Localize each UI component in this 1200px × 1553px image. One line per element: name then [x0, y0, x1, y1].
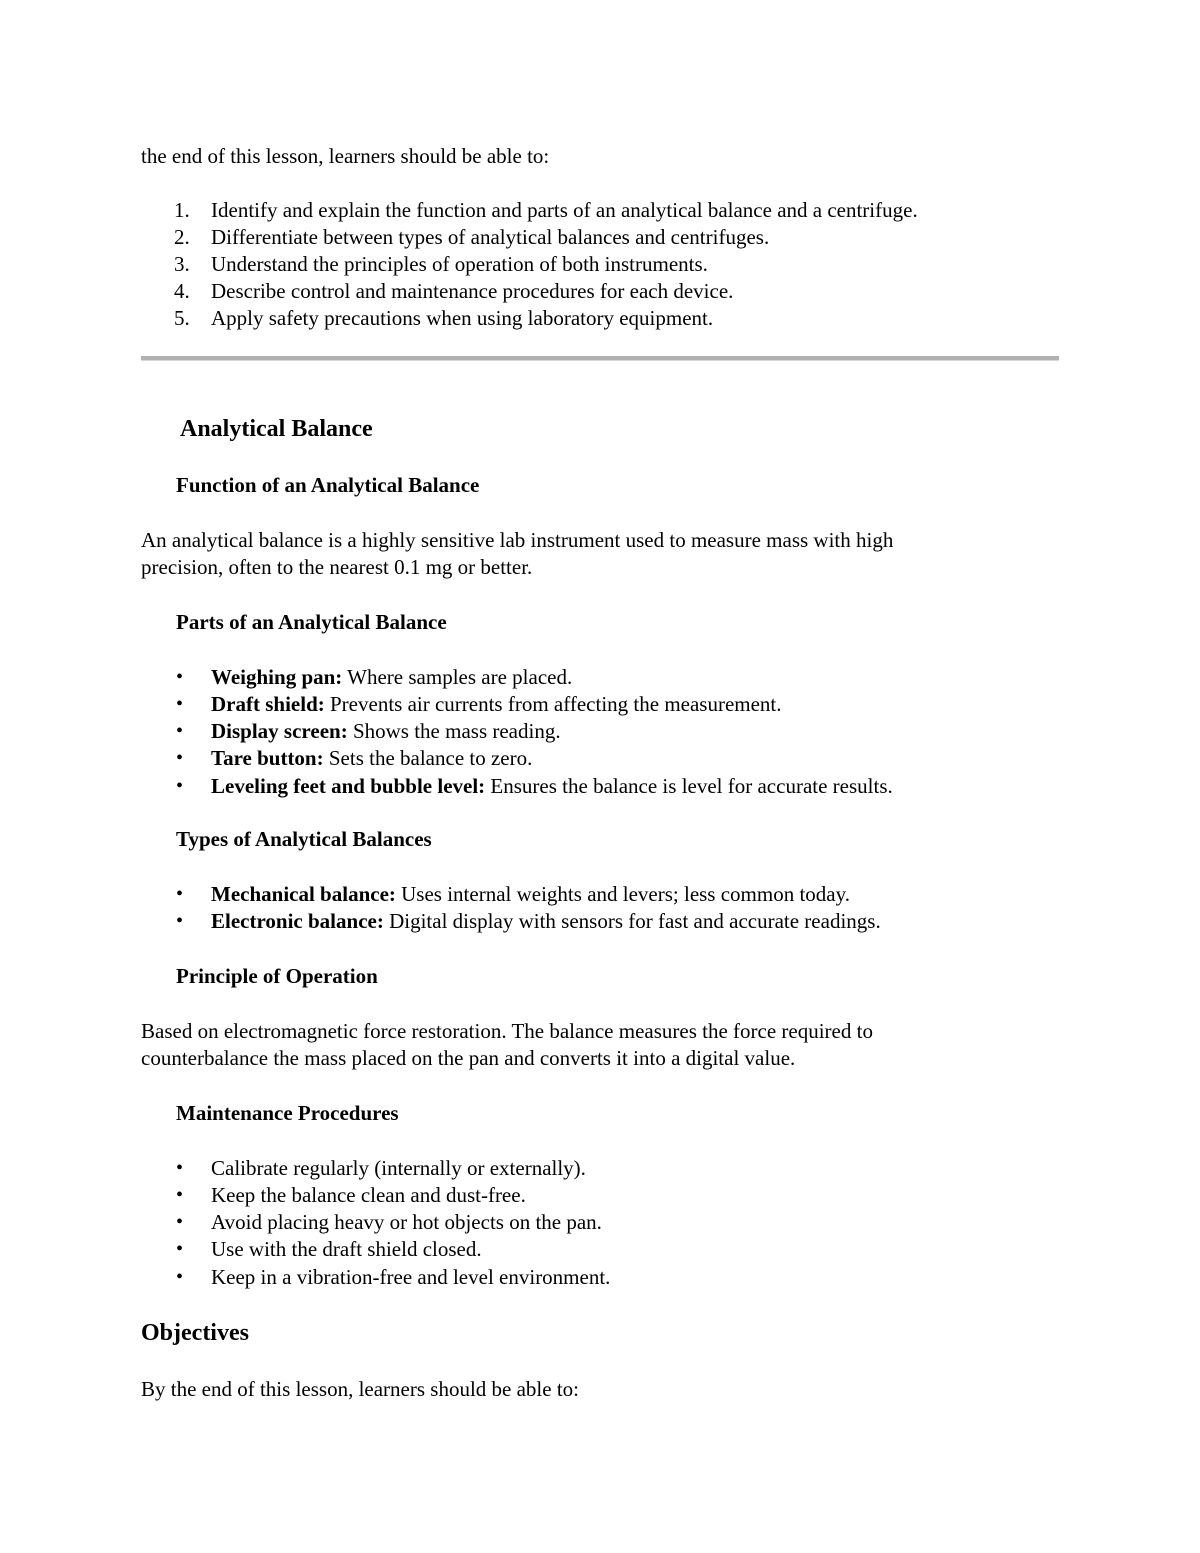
- list-number: 3.: [174, 252, 190, 276]
- list-number: 2.: [174, 225, 190, 249]
- item-term: Weighing pan:: [211, 665, 343, 689]
- item-term: Mechanical balance:: [211, 882, 396, 906]
- bullet-icon: •: [176, 1211, 184, 1233]
- bullet-icon: •: [176, 883, 184, 905]
- function-text-line: precision, often to the nearest 0.1 mg or better.: [141, 555, 533, 579]
- item-desc: Uses internal weights and levers; less common today.: [395, 882, 851, 906]
- intro-text: the end of this lesson, learners should be able to:: [141, 144, 550, 168]
- maintenance-list-item: Keep the balance clean and dust-free.: [211, 1183, 526, 1207]
- item-term: Display screen:: [211, 719, 348, 743]
- maintenance-list-item: Avoid placing heavy or hot objects on the pan.: [211, 1210, 602, 1234]
- list-number: 4.: [174, 279, 190, 303]
- bullet-icon: •: [176, 910, 184, 932]
- parts-list-item: [211, 718, 561, 745]
- types-list-item: [211, 908, 881, 935]
- objective-item: Differentiate between types of analytical balances and centrifuges.: [211, 225, 770, 249]
- parts-list-item: [211, 664, 572, 691]
- list-number: 1.: [174, 198, 190, 222]
- objectives-heading: Objectives: [141, 1320, 249, 1346]
- maintenance-list-item: Keep in a vibration-free and level environment.: [211, 1265, 611, 1289]
- bullet-icon: •: [176, 775, 184, 797]
- maintenance-list-item: Calibrate regularly (internally or externally).: [211, 1156, 586, 1180]
- item-desc: Prevents air currents from affecting the measurement.: [324, 692, 782, 716]
- bullet-icon: •: [176, 693, 184, 715]
- principle-heading: Principle of Operation: [176, 964, 378, 988]
- objective-item: Describe control and maintenance procedures for each device.: [211, 279, 734, 303]
- item-desc: Shows the mass reading.: [347, 719, 561, 743]
- types-heading: Types of Analytical Balances: [176, 827, 432, 851]
- bullet-icon: •: [176, 720, 184, 742]
- objective-item: Understand the principles of operation of both instruments.: [211, 252, 708, 276]
- function-heading: Function of an Analytical Balance: [176, 473, 480, 497]
- parts-list-item: [211, 691, 782, 718]
- objective-item: Apply safety precautions when using laboratory equipment.: [211, 306, 714, 330]
- bullet-icon: •: [176, 1184, 184, 1206]
- item-desc: Ensures the balance is level for accurate results.: [485, 774, 893, 798]
- item-desc: Digital display with sensors for fast and accurate readings.: [383, 909, 881, 933]
- bullet-icon: •: [176, 747, 184, 769]
- principle-text-line: counterbalance the mass placed on the pan and converts it into a digital value.: [141, 1046, 796, 1070]
- objective-item: Identify and explain the function and parts of an analytical balance and a centrifuge.: [211, 198, 918, 222]
- item-desc: Where samples are placed.: [342, 665, 573, 689]
- bullet-icon: •: [176, 1157, 184, 1179]
- item-term: Electronic balance:: [211, 909, 384, 933]
- maintenance-list-item: Use with the draft shield closed.: [211, 1237, 482, 1261]
- item-term: Leveling feet and bubble level:: [211, 774, 486, 798]
- function-text-line: An analytical balance is a highly sensitive lab instrument used to measure mass with high: [141, 528, 894, 552]
- parts-list-item: [211, 773, 893, 800]
- section-title: Analytical Balance: [180, 416, 373, 442]
- horizontal-divider: [141, 356, 1059, 361]
- bullet-icon: •: [176, 1238, 184, 1260]
- parts-heading: Parts of an Analytical Balance: [176, 610, 447, 634]
- item-term: Tare button:: [211, 746, 324, 770]
- types-list-item: [211, 881, 850, 908]
- bullet-icon: •: [176, 1266, 184, 1288]
- objectives-intro-text: By the end of this lesson, learners should be able to:: [141, 1377, 579, 1401]
- maintenance-heading: Maintenance Procedures: [176, 1101, 399, 1125]
- parts-list-item: [211, 745, 532, 772]
- item-term: Draft shield:: [211, 692, 325, 716]
- principle-text-line: Based on electromagnetic force restoration. The balance measures the force required to: [141, 1019, 873, 1043]
- list-number: 5.: [174, 306, 190, 330]
- item-desc: Sets the balance to zero.: [323, 746, 533, 770]
- bullet-icon: •: [176, 666, 184, 688]
